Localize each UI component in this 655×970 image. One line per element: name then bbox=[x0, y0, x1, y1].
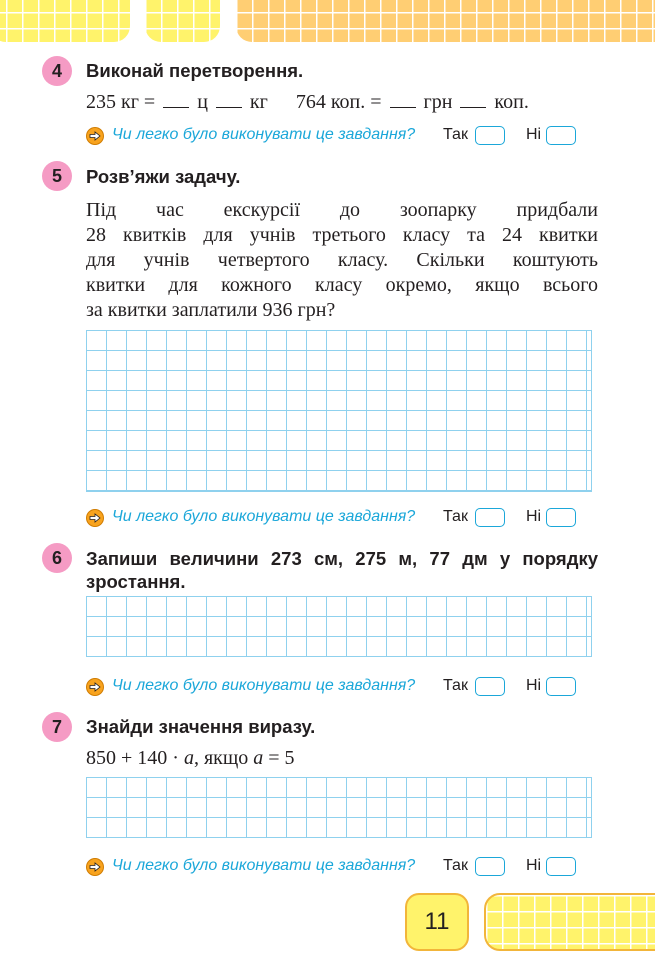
arrow-right-icon bbox=[86, 678, 104, 696]
expr2-value: 764 коп. = bbox=[295, 91, 382, 113]
answer-blank[interactable] bbox=[460, 90, 486, 108]
feedback-yes-label: Так bbox=[443, 126, 468, 143]
expr2-unit1: грн bbox=[423, 91, 453, 113]
feedback-question: Чи легко було виконувати це завдання? bbox=[112, 677, 416, 694]
expr1-unit1: ц bbox=[197, 91, 208, 113]
task-6-title-line: зростання. bbox=[86, 571, 186, 592]
expr1-value: 235 кг = bbox=[86, 91, 156, 113]
task-5-line: 28 квитків для учнів третього класу та 24 квитки bbox=[86, 224, 598, 246]
task-5-line: за квитки заплатили 936 грн? bbox=[86, 299, 336, 321]
feedback-row-task-5 bbox=[86, 508, 586, 532]
expr2-unit2: коп. bbox=[494, 91, 529, 113]
feedback-no-box[interactable] bbox=[546, 126, 576, 145]
arrow-right-icon bbox=[86, 509, 104, 527]
task-4-expression bbox=[86, 90, 529, 115]
header-tile-orange bbox=[236, 0, 655, 42]
feedback-row-task-4 bbox=[86, 126, 586, 150]
feedback-row-task-7 bbox=[86, 857, 586, 881]
feedback-question: Чи легко було виконувати це завдання? bbox=[112, 508, 416, 525]
feedback-yes-box[interactable] bbox=[475, 508, 505, 527]
answer-blank[interactable] bbox=[163, 90, 189, 108]
task-4-number: 4 bbox=[42, 56, 72, 86]
expr-part: , якщо bbox=[193, 747, 249, 769]
feedback-yes-label: Так bbox=[443, 857, 468, 874]
header-tile-yellow bbox=[0, 0, 130, 42]
task-5-text bbox=[86, 198, 598, 323]
expr-part: 850 + 140 · bbox=[86, 747, 179, 769]
footer-tile-yellow bbox=[484, 893, 655, 951]
feedback-row-task-6 bbox=[86, 677, 586, 701]
task-7-number: 7 bbox=[42, 712, 72, 742]
expr1-unit2: кг bbox=[249, 91, 268, 113]
variable-a: a bbox=[253, 747, 264, 769]
feedback-no-label: Ні bbox=[526, 508, 542, 525]
feedback-no-box[interactable] bbox=[546, 857, 576, 876]
task-5-line: квитки для кожного класу окремо, якщо всього bbox=[86, 274, 598, 296]
feedback-question: Чи легко було виконувати це завдання? bbox=[112, 126, 416, 143]
feedback-no-label: Ні bbox=[526, 677, 542, 694]
variable-a: a bbox=[183, 747, 194, 769]
arrow-right-icon bbox=[86, 127, 104, 145]
task-6-number: 6 bbox=[42, 543, 72, 573]
arrow-right-icon bbox=[86, 858, 104, 876]
task-5-line: для учнів четвертого класу. Скільки коштують bbox=[86, 249, 598, 271]
task-5-line: Під час екскурсії до зоопарку придбали bbox=[86, 199, 598, 221]
task-5-answer-grid[interactable] bbox=[86, 330, 592, 492]
feedback-yes-box[interactable] bbox=[475, 126, 505, 145]
answer-blank[interactable] bbox=[390, 90, 416, 108]
feedback-yes-label: Так bbox=[443, 677, 468, 694]
task-5-number: 5 bbox=[42, 161, 72, 191]
task-6-answer-grid[interactable] bbox=[86, 596, 592, 657]
answer-blank[interactable] bbox=[216, 90, 242, 108]
task-7-expression bbox=[86, 746, 295, 771]
feedback-yes-box[interactable] bbox=[475, 677, 505, 696]
feedback-question: Чи легко було виконувати це завдання? bbox=[112, 857, 416, 874]
feedback-no-label: Ні bbox=[526, 857, 542, 874]
feedback-yes-label: Так bbox=[443, 508, 468, 525]
task-5-title: Розв’яжи задачу. bbox=[86, 166, 241, 187]
task-4-title: Виконай перетворення. bbox=[86, 60, 304, 81]
feedback-no-box[interactable] bbox=[546, 508, 576, 527]
task-7-title: Знайди значення виразу. bbox=[86, 716, 316, 737]
page-number: 11 bbox=[405, 893, 469, 951]
feedback-no-box[interactable] bbox=[546, 677, 576, 696]
task-6-title bbox=[86, 547, 598, 593]
task-6-title-line: Запиши величини 273 см, 275 м, 77 дм у порядку bbox=[86, 548, 598, 569]
header-tile-yellow-small bbox=[145, 0, 220, 42]
feedback-yes-box[interactable] bbox=[475, 857, 505, 876]
feedback-no-label: Ні bbox=[526, 126, 542, 143]
expr-part: = 5 bbox=[268, 747, 295, 769]
task-7-answer-grid[interactable] bbox=[86, 777, 592, 838]
